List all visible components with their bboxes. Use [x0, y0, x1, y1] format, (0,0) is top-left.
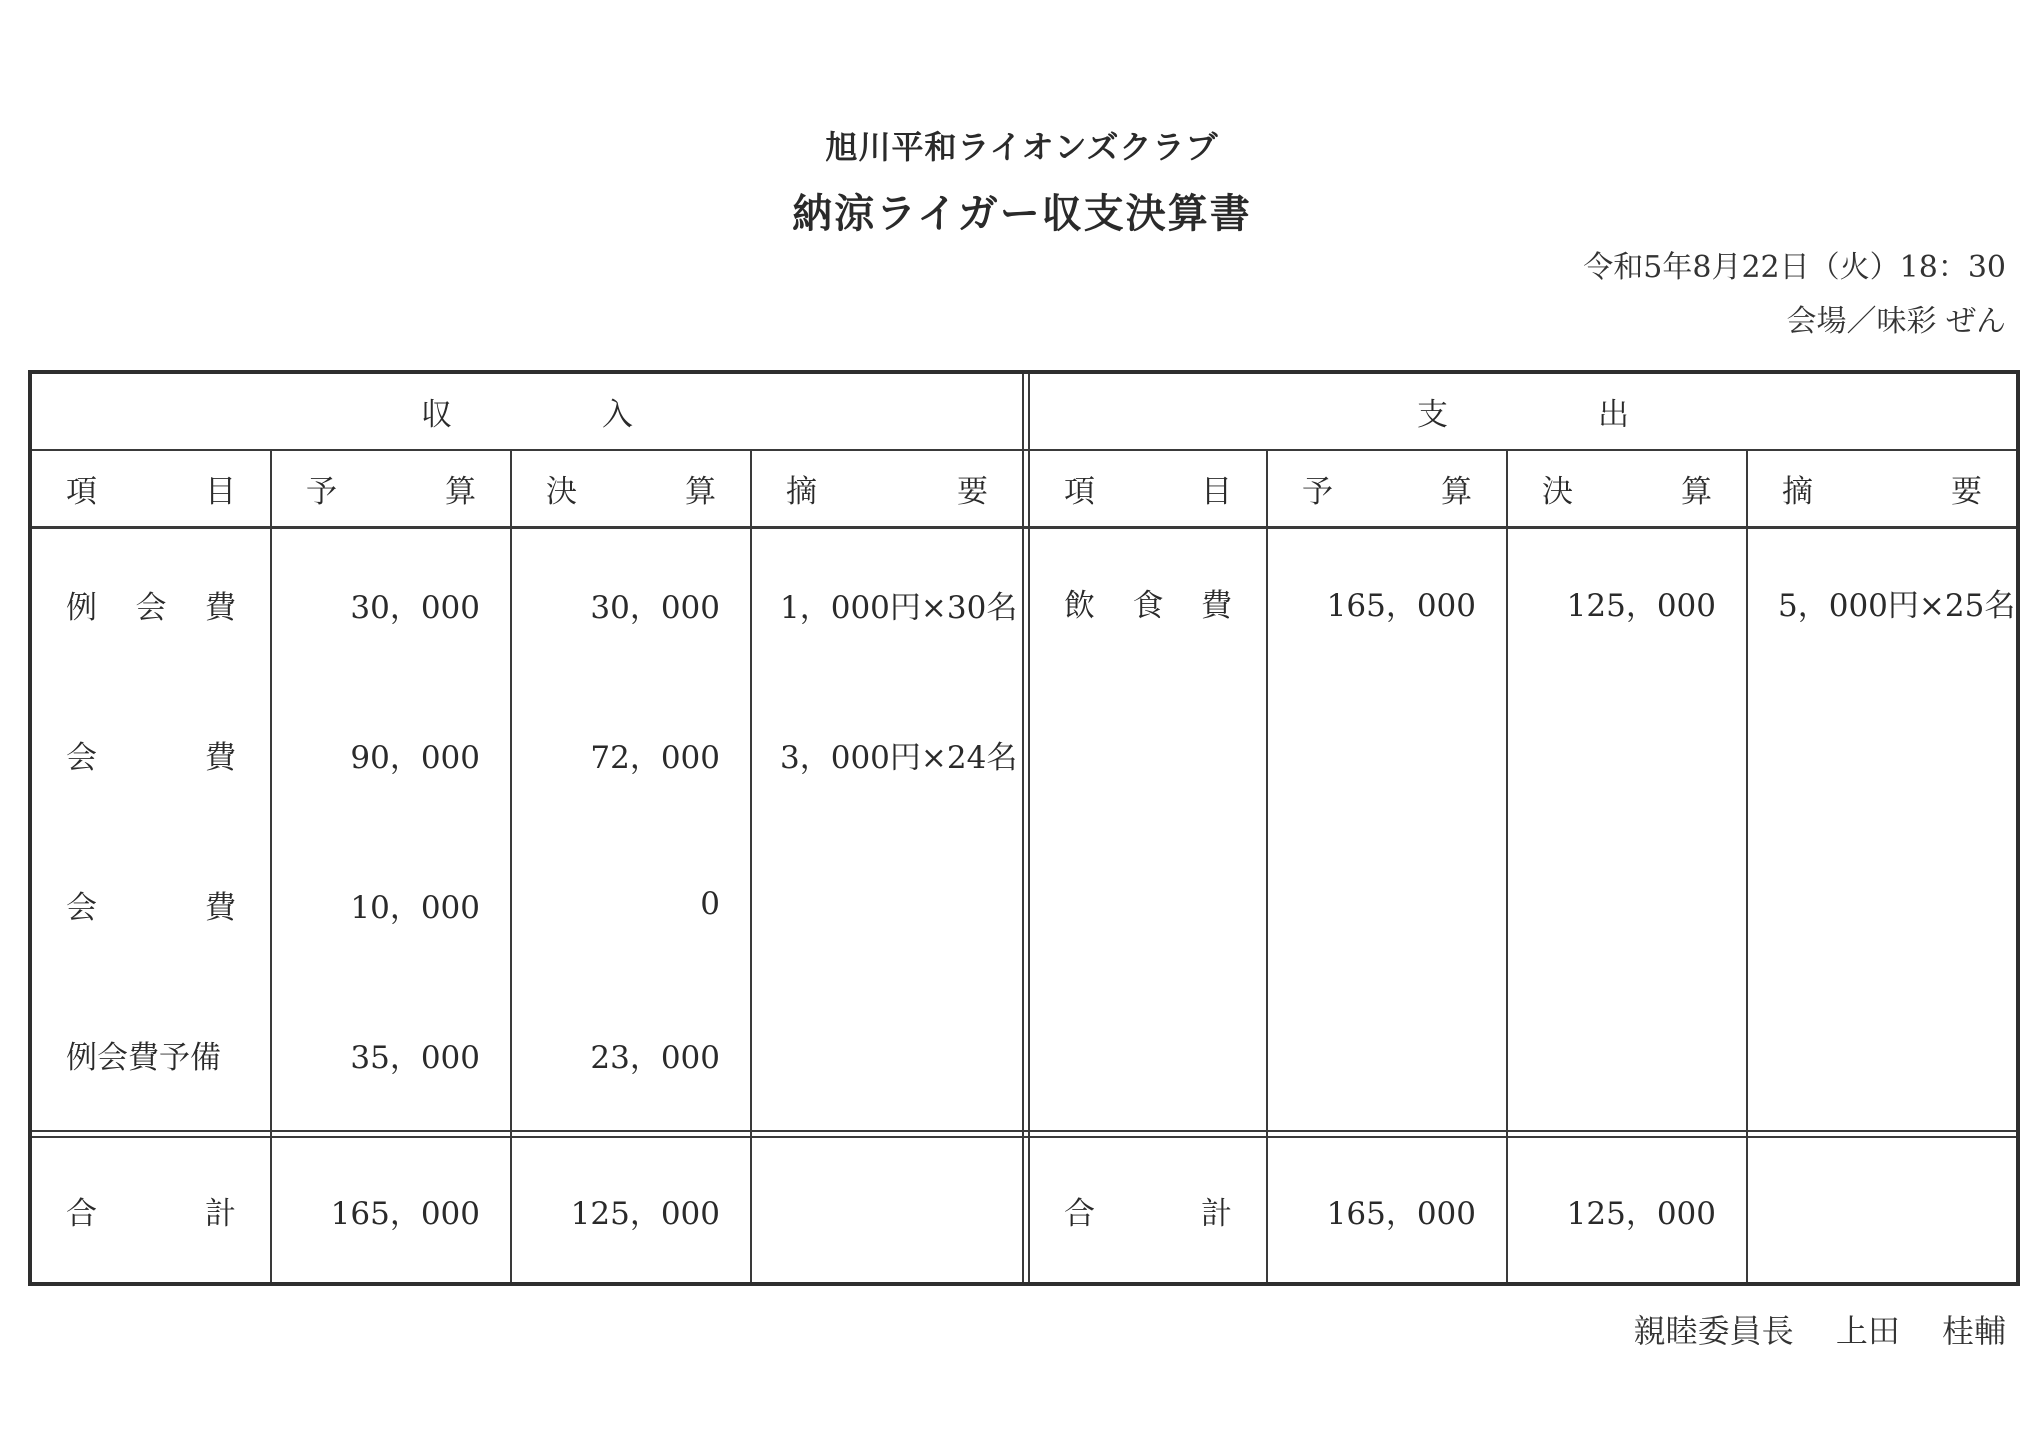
col-head-char: 決	[1542, 474, 1573, 510]
income-col-actual	[512, 451, 750, 526]
settlement-table	[28, 370, 2020, 1286]
event-date: 令和5年8月22日（火）18：30	[1583, 250, 2006, 285]
income-col-item	[32, 451, 270, 526]
item-char: 費	[205, 589, 236, 626]
col-head-char: 要	[957, 474, 988, 510]
income-row-1-item	[32, 529, 270, 679]
item-char: 飲	[1064, 587, 1095, 624]
income-section-head	[32, 374, 1022, 449]
income-row-3-actual: 0	[700, 886, 720, 922]
expense-col-actual	[1508, 451, 1746, 526]
income-col-budget	[272, 451, 510, 526]
col-head-char: 決	[546, 474, 577, 510]
rule-above-total	[32, 1130, 2016, 1132]
col-head-char: 摘	[1782, 474, 1813, 510]
col-head-char: 目	[1201, 474, 1232, 510]
expense-section-char: 出	[1598, 397, 1629, 433]
organization-name: 旭川平和ライオンズクラブ	[825, 128, 1219, 166]
col-head-char: 予	[1302, 474, 1333, 510]
expense-row-1-actual: 125，000	[1566, 587, 1716, 624]
item-char: 会	[66, 739, 97, 776]
col-head-char: 目	[205, 474, 236, 510]
expense-total-budget: 165，000	[1326, 1195, 1476, 1232]
item-char: 例会費予備	[66, 1039, 221, 1076]
col-head-char: 算	[445, 474, 476, 510]
col-head-char: 項	[1064, 474, 1095, 510]
income-row-2-budget: 90，000	[350, 739, 480, 776]
income-section-char: 収	[421, 397, 452, 433]
income-row-2-note: 3，000円×24名	[780, 739, 1018, 776]
income-section-char: 入	[602, 397, 633, 433]
item-char: 計	[205, 1195, 236, 1232]
income-total-item	[32, 1138, 270, 1282]
col-head-char: 算	[1681, 474, 1712, 510]
income-row-2-actual: 72，000	[590, 739, 720, 776]
item-char: 会	[135, 589, 167, 626]
income-row-1-note: 1，000円×30名	[780, 589, 1018, 626]
item-char: 費	[205, 889, 236, 926]
expense-row-1-item	[1030, 529, 1266, 675]
income-row-3-item	[32, 829, 270, 979]
event-venue: 会場／味彩 ぜん	[1786, 304, 2006, 339]
item-char: 費	[205, 739, 236, 776]
col-head-char: 要	[1951, 474, 1982, 510]
item-char: 費	[1201, 587, 1232, 624]
item-char: 食	[1132, 587, 1164, 624]
income-row-2-item	[32, 679, 270, 829]
signature-line: 親睦委員長 上田 桂輔	[1633, 1312, 2006, 1350]
item-char: 会	[66, 889, 97, 926]
col-head-char: 予	[306, 474, 337, 510]
income-row-1-actual: 30，000	[590, 589, 720, 626]
item-char: 例	[66, 589, 97, 626]
income-row-4-actual: 23，000	[590, 1039, 720, 1076]
income-total-budget: 165，000	[330, 1195, 480, 1232]
income-total-actual: 125，000	[570, 1195, 720, 1232]
item-char: 合	[1064, 1195, 1095, 1232]
expense-section-char: 支	[1417, 397, 1448, 433]
expense-col-item	[1030, 451, 1266, 526]
income-row-3-budget: 10，000	[350, 889, 480, 926]
expense-total-actual: 125，000	[1566, 1195, 1716, 1232]
expense-col-budget	[1268, 451, 1506, 526]
income-row-4-budget: 35，000	[350, 1039, 480, 1076]
item-char: 計	[1201, 1195, 1232, 1232]
expense-row-1-budget: 165，000	[1326, 587, 1476, 624]
expense-section-head	[1030, 374, 2016, 449]
expense-col-note	[1748, 451, 2016, 526]
col-head-char: 摘	[786, 474, 817, 510]
income-row-4-item	[32, 979, 270, 1129]
income-row-1-budget: 30，000	[350, 589, 480, 626]
expense-total-item	[1030, 1138, 1266, 1282]
col-head-char: 算	[1441, 474, 1472, 510]
income-col-note	[752, 451, 1022, 526]
item-char: 合	[66, 1195, 97, 1232]
center-divider	[1022, 374, 1024, 1282]
col-head-char: 項	[66, 474, 97, 510]
expense-row-1-note: 5，000円×25名	[1778, 587, 2016, 624]
col-head-char: 算	[685, 474, 716, 510]
document-title: 納涼ライガー収支決算書	[792, 190, 1252, 237]
